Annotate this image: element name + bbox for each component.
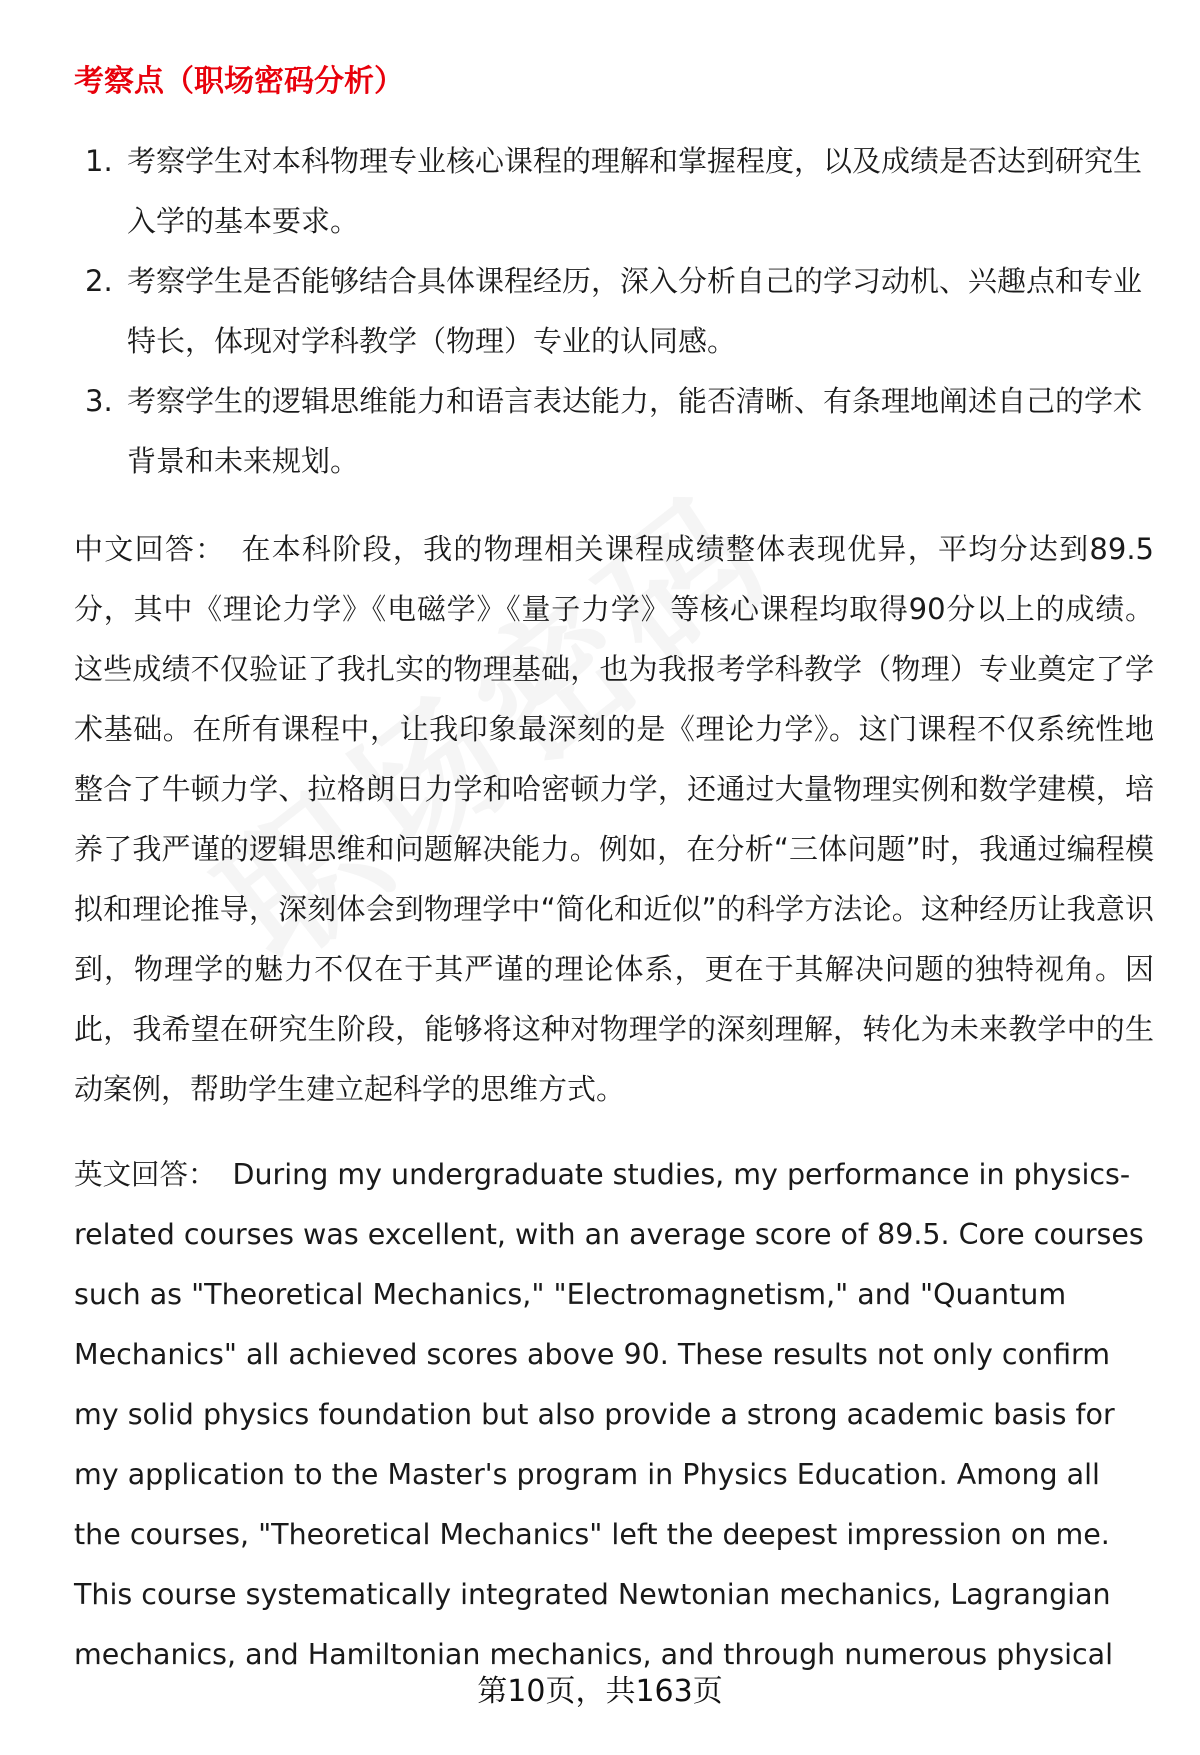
checkpoint-item — [74, 131, 1154, 251]
section-title: 考察点（职场密码分析） — [74, 64, 404, 99]
checkpoint-number: 1. — [85, 144, 113, 178]
page-number: 第10页，共163页 — [477, 1674, 723, 1709]
english-answer-label: 英文回答： — [74, 1158, 217, 1191]
chinese-answer — [74, 519, 1154, 1119]
checkpoint-text: 考察学生的逻辑思维能力和语言表达能力，能否清晰、有条理地阐述自己的学术背景和未来规划。 — [127, 384, 1143, 478]
checkpoint-list — [74, 131, 1154, 491]
checkpoint-item — [74, 251, 1154, 371]
checkpoint-number: 3. — [85, 384, 113, 418]
checkpoint-item — [74, 371, 1154, 491]
chinese-answer-text: 在本科阶段，我的物理相关课程成绩整体表现优异，平均分达到89.5分，其中《理论力学》《电磁学》《量子力学》等核心课程均取得90分以上的成绩。这些成绩不仅验证了我扎实的物理基础，也为我报考学科教学（物理）专业奠定了学术基础。在所有课程中，让我印象最深刻的是《理论力学》。这门课程不仅系统性地整合了牛顿力学、拉格朗日力学和哈密顿力学，还通过大量物理实例和数学建模，培养了我严谨的逻辑思维和问题解决能力。例如，在分析“三体问题”时，我通过编程模拟和理论推导，深刻体会到物理学中“简化和近似”的科学方法论。这种经历让我意识到，物理学的魅力不仅在于其严谨的理论体系，更在于其解决问题的独特视角。因此，我希望在研究生阶段，能够将这种对物理学的深刻理解，转化为未来教学中的生动案例，帮助学生建立起科学的思维方式。 — [74, 532, 1154, 1106]
checkpoint-number: 2. — [85, 264, 113, 298]
page-footer — [0, 1668, 1200, 1716]
english-answer — [74, 1145, 1154, 1685]
checkpoint-text: 考察学生是否能够结合具体课程经历，深入分析自己的学习动机、兴趣点和专业特长，体现对学科教学（物理）专业的认同感。 — [127, 264, 1143, 358]
chinese-answer-label: 中文回答： — [74, 532, 226, 566]
checkpoint-text: 考察学生对本科物理专业核心课程的理解和掌握程度，以及成绩是否达到研究生入学的基本要求。 — [127, 144, 1143, 238]
english-answer-text: During my undergraduate studies, my performance in physics-related courses was excellent, with an average score of 89.5. Core courses such as "Theoretical Mechanics," "Electromagnetism," and "Quantum Mechanics" all achieved scores above 90. These results not only confirm my solid physics foundation but also provide a strong academic basis for my application to the Master's program in Physics Education. Among all the courses, "Theoretical Mechanics" left the deepest impression on me. This course systematically integrated Newtonian mechanics, Lagrangian mechanics, and Hamiltonian mechanics, and through numerous physical — [74, 1158, 1144, 1671]
